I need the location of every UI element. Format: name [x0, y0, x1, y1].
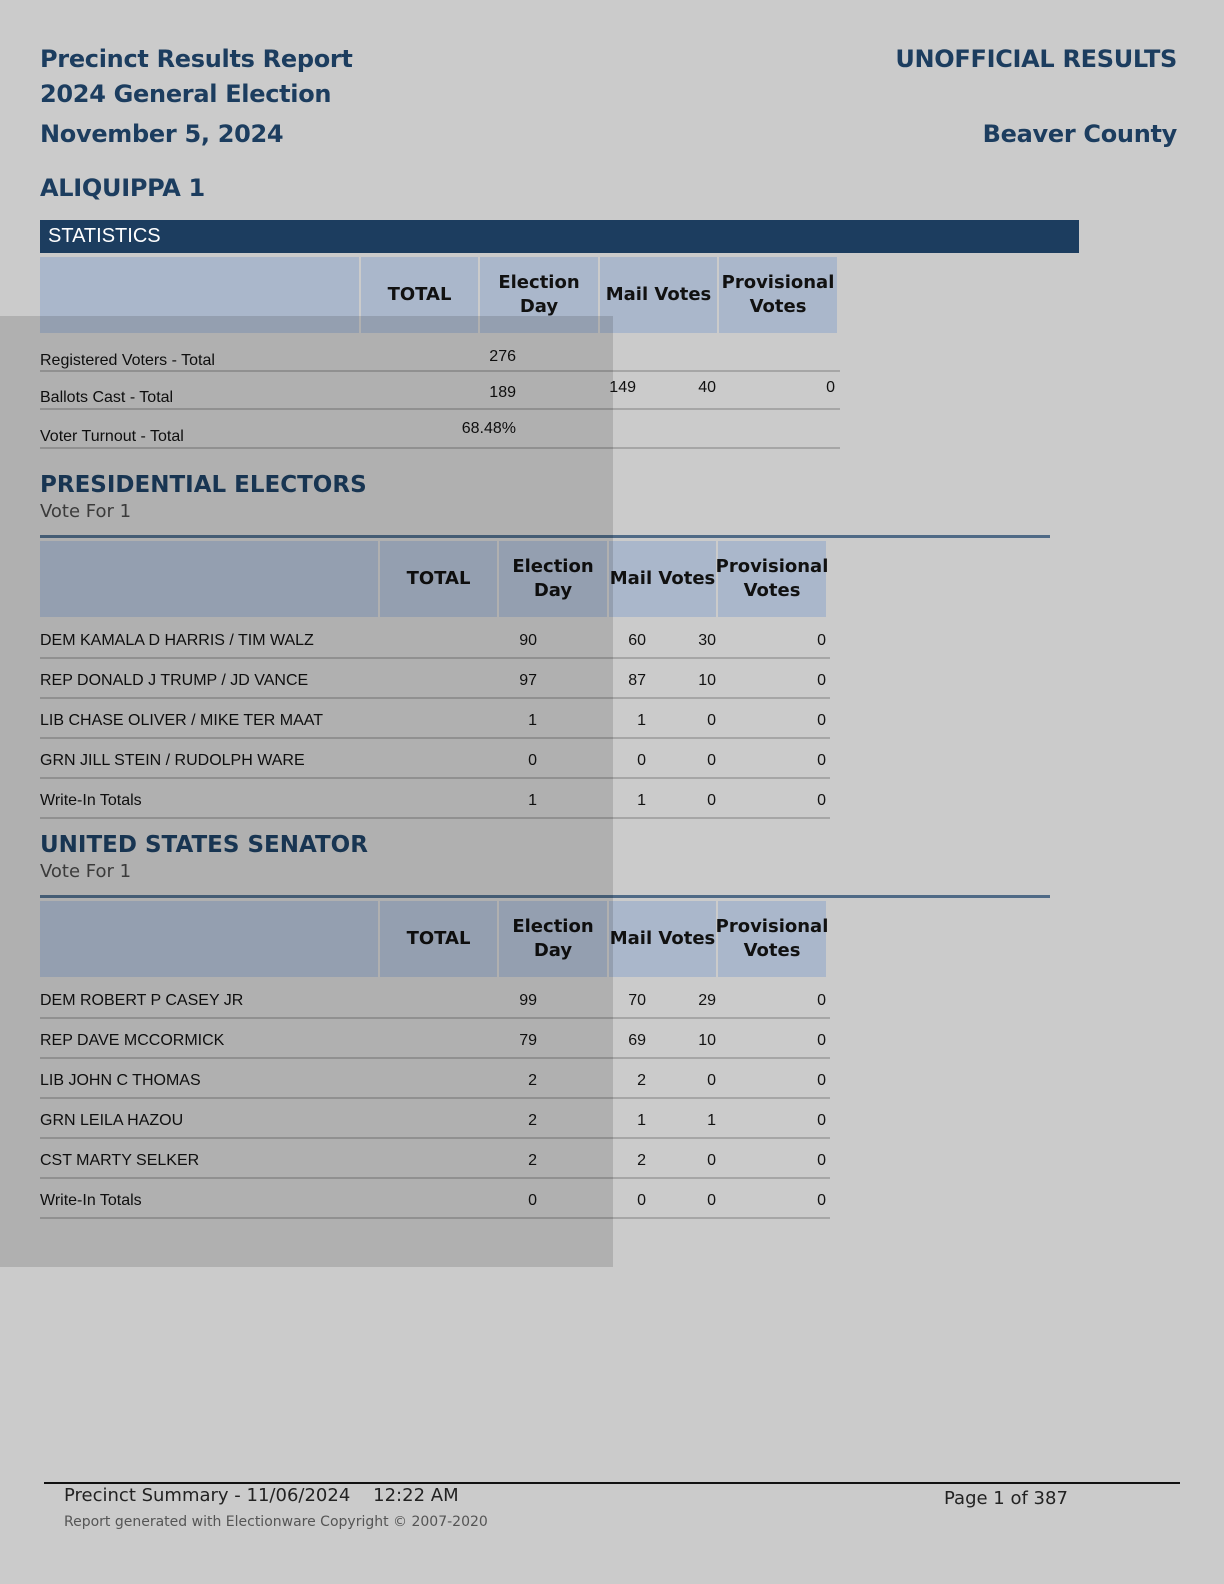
statistics-bar: STATISTICS: [40, 220, 1079, 253]
contest-title: PRESIDENTIAL ELECTORS: [40, 472, 367, 498]
footer-summary: Precinct Summary - 11/06/2024 12:22 AM: [64, 1485, 459, 1506]
row-total: 2: [528, 1152, 537, 1169]
candidate-name: REP DONALD J TRUMP / JD VANCE: [40, 672, 309, 689]
col-election-day: Election Day: [499, 901, 607, 977]
row-election-day: 87: [628, 672, 646, 689]
row-mail: 0: [707, 1152, 716, 1169]
col-total: TOTAL: [380, 901, 497, 977]
row-mail: 0: [707, 1192, 716, 1209]
col-provisional-votes: Provisional Votes: [718, 901, 826, 977]
row-total: 99: [519, 992, 537, 1009]
precinct-name: ALIQUIPPA 1: [40, 174, 205, 202]
candidate-name: LIB CHASE OLIVER / MIKE TER MAAT: [40, 712, 324, 729]
row-provisional: 0: [817, 1152, 826, 1169]
col-total: TOTAL: [380, 541, 497, 617]
row-mail: 29: [698, 992, 716, 1009]
row-provisional: 0: [817, 632, 826, 649]
candidate-name: Write-In Totals: [40, 792, 142, 809]
candidate-name: REP DAVE MCCORMICK: [40, 1032, 225, 1049]
row-total: 2: [528, 1072, 537, 1089]
election-date: November 5, 2024: [40, 120, 284, 148]
row-total: 68.48%: [461, 420, 516, 437]
row-provisional: 0: [817, 1112, 826, 1129]
candidate-name: LIB JOHN C THOMAS: [40, 1072, 201, 1089]
row-total: 189: [489, 384, 516, 401]
page-number: Page 1 of 387: [944, 1488, 1068, 1509]
row-total: 2: [528, 1112, 537, 1129]
row-election-day: 0: [637, 1192, 646, 1209]
col-election-day: Election Day: [480, 257, 598, 333]
row-provisional: 0: [817, 1032, 826, 1049]
row-total: 276: [489, 348, 516, 365]
row-election-day: 69: [628, 1032, 646, 1049]
row-total: 1: [528, 792, 537, 809]
footer-divider: [44, 1482, 1180, 1484]
col-mail-votes: Mail Votes: [609, 901, 716, 977]
row-provisional: 0: [817, 712, 826, 729]
col-mail-votes: Mail Votes: [600, 257, 717, 333]
row-provisional: 0: [817, 672, 826, 689]
row-label: Registered Voters - Total: [40, 352, 215, 369]
row-total: 1: [528, 712, 537, 729]
row-total: 97: [519, 672, 537, 689]
footer-copyright: Report generated with Electionware Copyright © 2007-2020: [64, 1514, 488, 1530]
row-election-day: 0: [637, 752, 646, 769]
row-provisional: 0: [817, 1192, 826, 1209]
row-mail: 30: [698, 632, 716, 649]
row-provisional: 0: [826, 379, 835, 396]
vote-for-label: Vote For 1: [40, 501, 132, 522]
selection-overlay: [0, 316, 613, 1267]
row-election-day: 70: [628, 992, 646, 1009]
col-election-day: Election Day: [499, 541, 607, 617]
row-election-day: 60: [628, 632, 646, 649]
candidate-name: DEM KAMALA D HARRIS / TIM WALZ: [40, 632, 314, 649]
row-election-day: 2: [637, 1152, 646, 1169]
row-mail: 1: [707, 1112, 716, 1129]
county-name: Beaver County: [982, 120, 1177, 148]
row-election-day: 1: [637, 792, 646, 809]
candidate-name: Write-In Totals: [40, 1192, 142, 1209]
candidate-name: CST MARTY SELKER: [40, 1152, 200, 1169]
row-election-day: 1: [637, 712, 646, 729]
row-provisional: 0: [817, 992, 826, 1009]
row-label: Voter Turnout - Total: [40, 428, 184, 445]
row-mail: 0: [707, 792, 716, 809]
row-election-day: 2: [637, 1072, 646, 1089]
row-total: 0: [528, 1192, 537, 1209]
contest-title: UNITED STATES SENATOR: [40, 832, 368, 858]
row-mail: 0: [707, 712, 716, 729]
report-title: Precinct Results Report: [40, 45, 353, 73]
row-mail: 0: [707, 752, 716, 769]
row-mail: 10: [698, 1032, 716, 1049]
candidate-name: DEM ROBERT P CASEY JR: [40, 992, 244, 1009]
row-total: 79: [519, 1032, 537, 1049]
row-election-day: 1: [637, 1112, 646, 1129]
row-total: 90: [519, 632, 537, 649]
row-mail: 10: [698, 672, 716, 689]
col-provisional-votes: Provisional Votes: [718, 541, 826, 617]
col-total: TOTAL: [361, 257, 478, 333]
row-total: 0: [528, 752, 537, 769]
vote-for-label: Vote For 1: [40, 861, 132, 882]
candidate-name: GRN LEILA HAZOU: [40, 1112, 184, 1129]
row-mail: 40: [698, 379, 716, 396]
col-mail-votes: Mail Votes: [609, 541, 716, 617]
row-provisional: 0: [817, 792, 826, 809]
row-mail: 0: [707, 1072, 716, 1089]
election-name: 2024 General Election: [40, 80, 332, 108]
results-status: UNOFFICIAL RESULTS: [895, 45, 1177, 73]
row-provisional: 0: [817, 1072, 826, 1089]
row-label: Ballots Cast - Total: [40, 389, 174, 406]
candidate-name: GRN JILL STEIN / RUDOLPH WARE: [40, 752, 305, 769]
col-provisional-votes: Provisional Votes: [719, 257, 837, 333]
row-election-day: 149: [609, 379, 636, 396]
row-provisional: 0: [817, 752, 826, 769]
